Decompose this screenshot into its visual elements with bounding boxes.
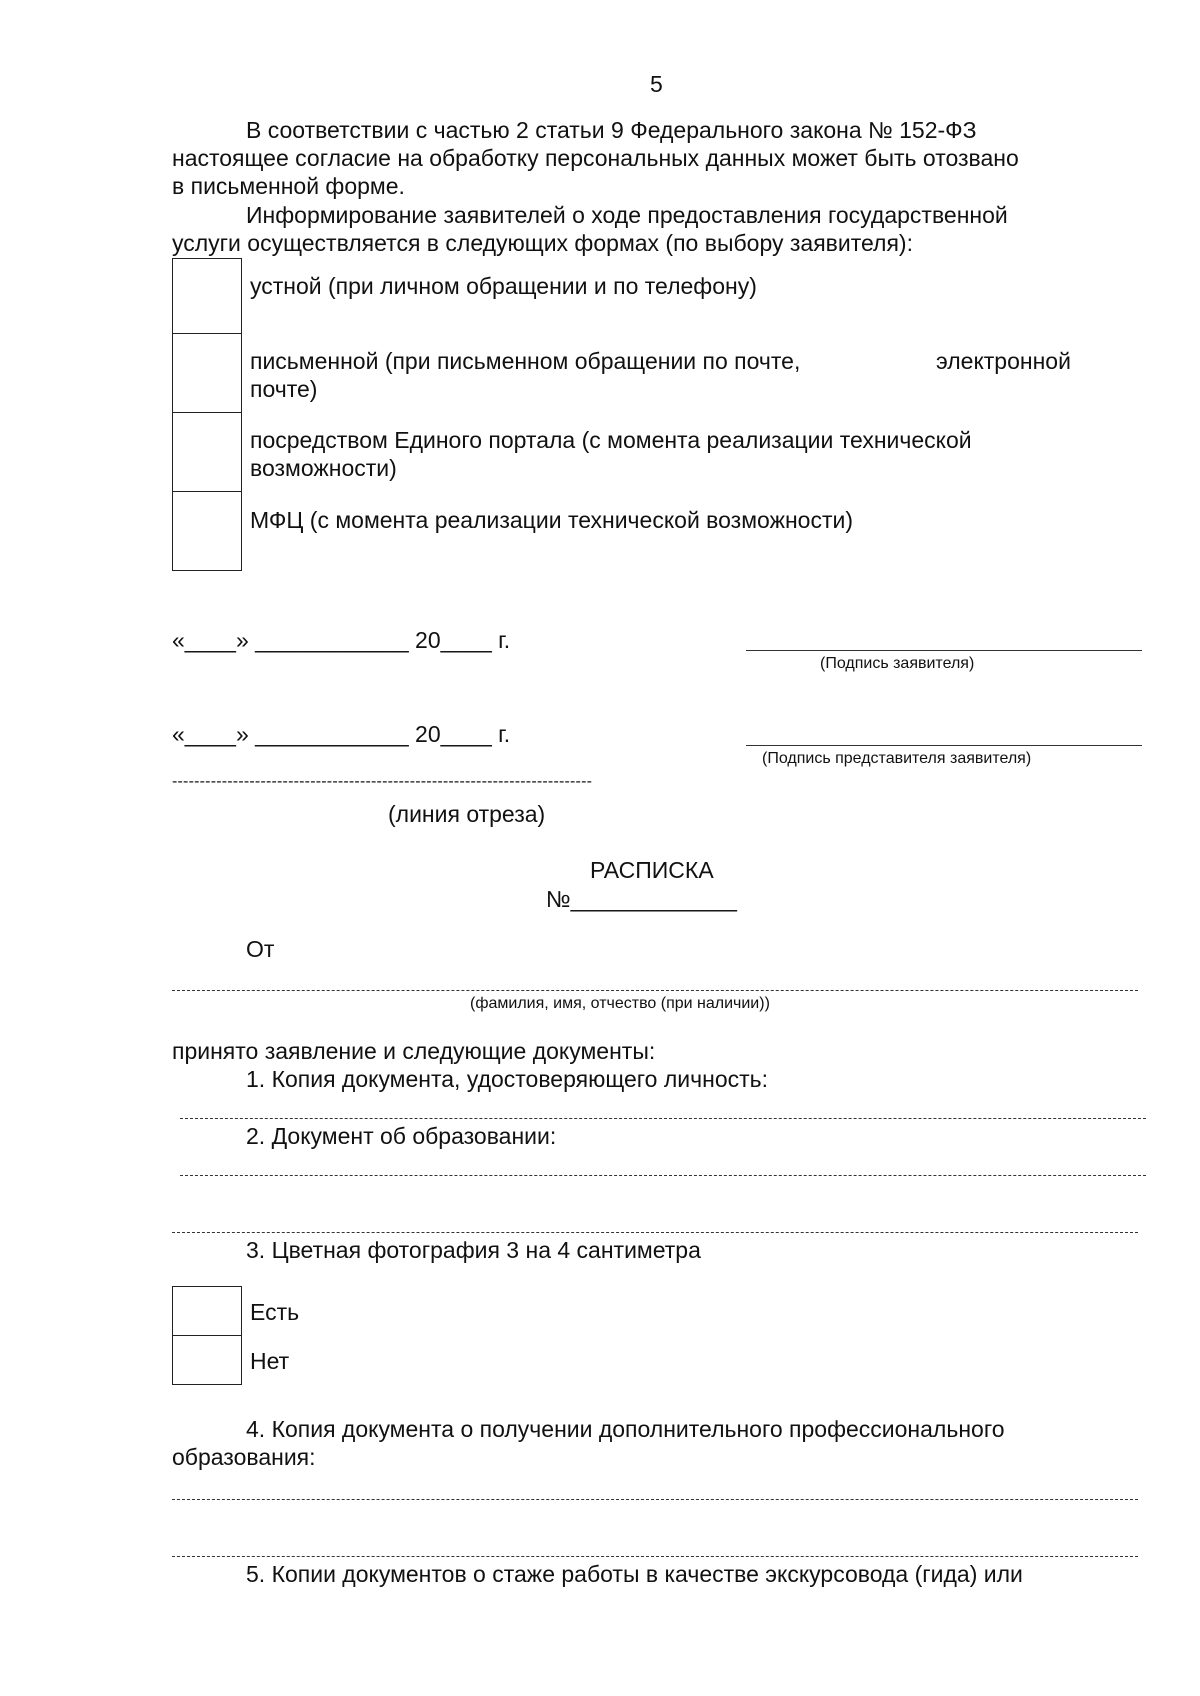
doc5-label: 5. Копии документов о стаже работы в качестве экскурсовода (гида) или [246,1561,1023,1587]
doc4-line-1 [172,1499,1138,1500]
consent-line-3: в письменной форме. [172,173,405,199]
inform-line-2: услуги осуществляется в следующих формах (по выбору заявителя): [172,230,913,256]
representative-signature-caption: (Подпись представителя заявителя) [762,750,1032,767]
cut-line-label: (линия отреза) [388,801,546,827]
consent-line-2: настоящее согласие на обработку персональных данных может быть отозвано [172,145,1019,171]
representative-date-field: «____» ____________ 20____ г. [172,721,511,747]
photo-no-label: Нет [250,1348,290,1374]
option-label-oral: устной (при личном обращении и по телефону) [250,273,757,299]
cut-line: ---------------------------------------------------------------------------- [172,773,593,790]
photo-yes-label: Есть [250,1299,300,1325]
option-checkbox-portal[interactable] [172,412,242,492]
representative-signature-line [746,745,1142,746]
option-label-written: письменной (при письменном обращении по почте, [250,348,801,374]
doc2-line-1 [180,1175,1146,1176]
option-checkbox-written[interactable] [172,333,242,413]
photo-no-checkbox[interactable] [172,1335,242,1385]
page-number: 5 [650,71,663,97]
option-label-mfc: МФЦ (с момента реализации технической возможности) [250,507,853,533]
name-caption: (фамилия, имя, отчество (при наличии)) [470,995,770,1012]
doc1-line [180,1118,1146,1119]
consent-line-1: В соответствии с частью 2 статьи 9 Федерального закона № 152-ФЗ [246,117,977,143]
accepted-text: принято заявление и следующие документы: [172,1038,656,1064]
applicant-signature-line [746,650,1142,651]
option-checkbox-oral[interactable] [172,258,242,334]
photo-yes-checkbox[interactable] [172,1286,242,1336]
option-checkbox-mfc[interactable] [172,491,242,571]
option-label-portal: посредством Единого портала (с момента реализации технической [250,427,972,453]
receipt-title: РАСПИСКА [590,857,714,883]
option-label-written-part2: электронной [936,348,1071,374]
doc2-line-2 [172,1232,1138,1233]
doc3-label: 3. Цветная фотография 3 на 4 сантиметра [246,1237,701,1263]
applicant-date-field: «____» ____________ 20____ г. [172,627,511,653]
receipt-from: От [246,936,275,962]
inform-line-1: Информирование заявителей о ходе предоставления государственной [246,202,1008,228]
doc4-label-line-2: образования: [172,1444,316,1470]
option-label-portal-line2: возможности) [250,455,397,481]
receipt-number: №_____________ [546,886,737,912]
doc4-label-line-1: 4. Копия документа о получении дополнительного профессионального [246,1416,1005,1442]
doc1-label: 1. Копия документа, удостоверяющего личность: [246,1066,769,1092]
applicant-signature-caption: (Подпись заявителя) [820,655,975,672]
option-label-written-line2: почте) [250,376,318,402]
doc2-label: 2. Документ об образовании: [246,1123,557,1149]
doc4-line-2 [172,1556,1138,1557]
name-line [172,990,1138,991]
